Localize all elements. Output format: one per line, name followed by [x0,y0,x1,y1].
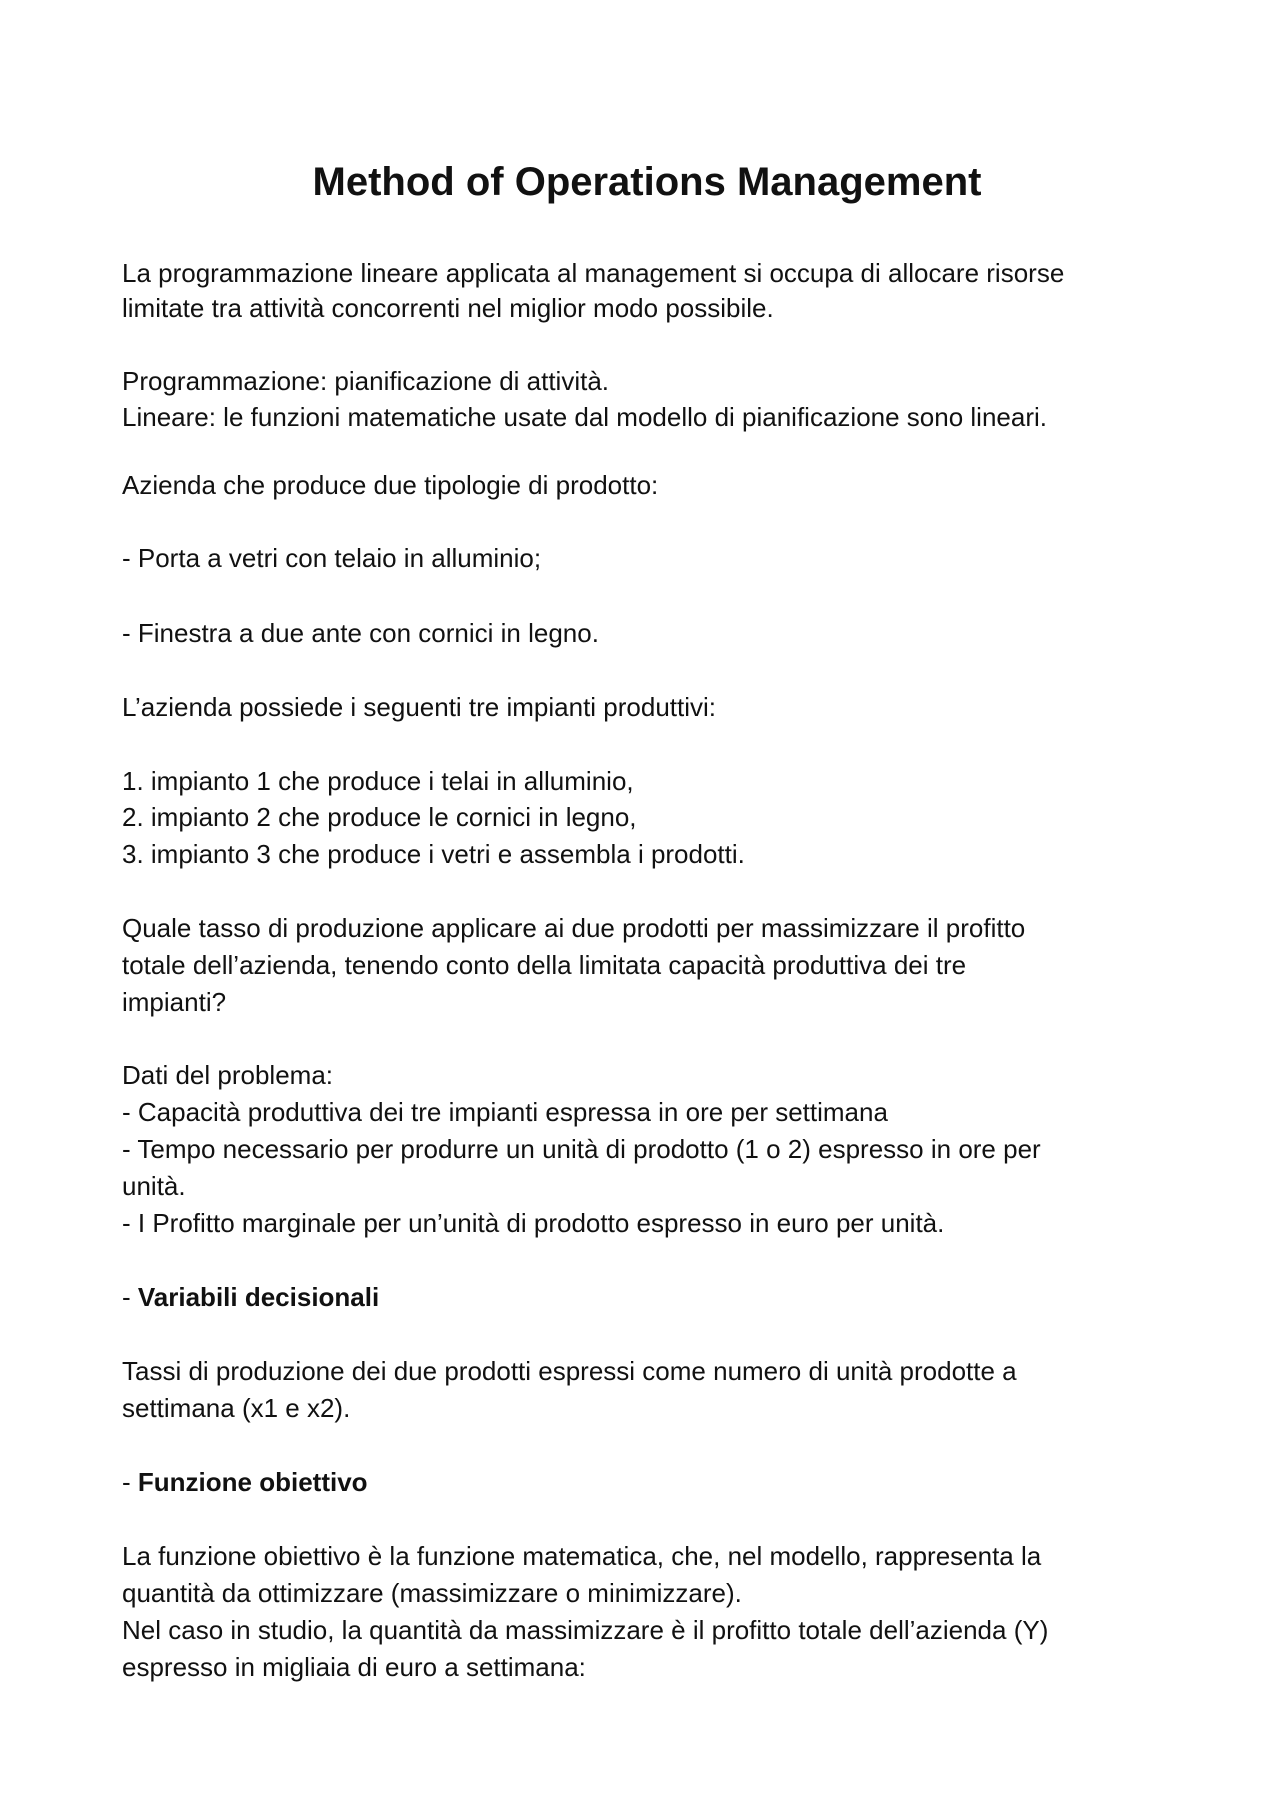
data-item-3: - I Profitto marginale per un’unità di prodotto espresso in euro per unità. [122,1208,945,1238]
objective-text-line-4: espresso in migliaia di euro a settimana: [122,1652,586,1682]
section-title: Funzione obiettivo [137,1467,368,1497]
intro-line-2: limitate tra attività concorrenti nel miglior modo possibile. [122,293,774,323]
decision-text-line-2: settimana (x1 e x2). [122,1393,351,1423]
question-line-2: totale dell’azienda, tenendo conto della limitata capacità produttiva dei tre [122,950,967,980]
definition-lineare: Lineare: le funzioni matematiche usate dal modello di pianificazione sono lineari. [122,402,1047,432]
section-prefix: - [122,1467,138,1497]
decision-text-line-1: Tassi di produzione dei due prodotti espressi come numero di unità prodotte a [122,1356,1017,1386]
section-heading-objective [122,1465,368,1499]
objective-text-line-2: quantità da ottimizzare (massimizzare o minimizzare). [122,1578,742,1608]
data-item-2: - Tempo necessario per produrre un unità di prodotto (1 o 2) espresso in ore per [122,1134,1041,1164]
plant-item-1: 1. impianto 1 che produce i telai in alluminio, [122,766,634,796]
product-item-2: - Finestra a due ante con cornici in legno. [122,618,599,648]
section-heading-decision [122,1280,379,1314]
section-prefix: - [122,1282,138,1312]
data-item-2-continued: unità. [122,1171,186,1201]
question-line-1: Quale tasso di produzione applicare ai due prodotti per massimizzare il profitto [122,913,1026,943]
data-item-1: - Capacità produttiva dei tre impianti espressa in ore per settimana [122,1097,888,1127]
objective-text-line-3: Nel caso in studio, la quantità da massimizzare è il profitto totale dell’azienda (Y) [122,1615,1049,1645]
section-title: Variabili decisionali [137,1282,380,1312]
definition-programmazione: Programmazione: pianificazione di attività. [122,366,610,396]
question-line-3: impianti? [122,987,227,1017]
plants-intro: L’azienda possiede i seguenti tre impianti produttivi: [122,692,717,722]
data-heading: Dati del problema: [122,1060,333,1090]
intro-line-1: La programmazione lineare applicata al management si occupa di allocare risorse [122,258,1065,288]
product-item-1: - Porta a vetri con telaio in alluminio; [122,543,542,573]
document-title: Method of Operations Management [312,160,982,204]
objective-text-line-1: La funzione obiettivo è la funzione matematica, che, nel modello, rappresenta la [122,1541,1042,1571]
plant-item-3: 3. impianto 3 che produce i vetri e assembla i prodotti. [122,839,745,869]
plant-item-2: 2. impianto 2 che produce le cornici in legno, [122,802,637,832]
company-intro: Azienda che produce due tipologie di prodotto: [122,470,659,500]
